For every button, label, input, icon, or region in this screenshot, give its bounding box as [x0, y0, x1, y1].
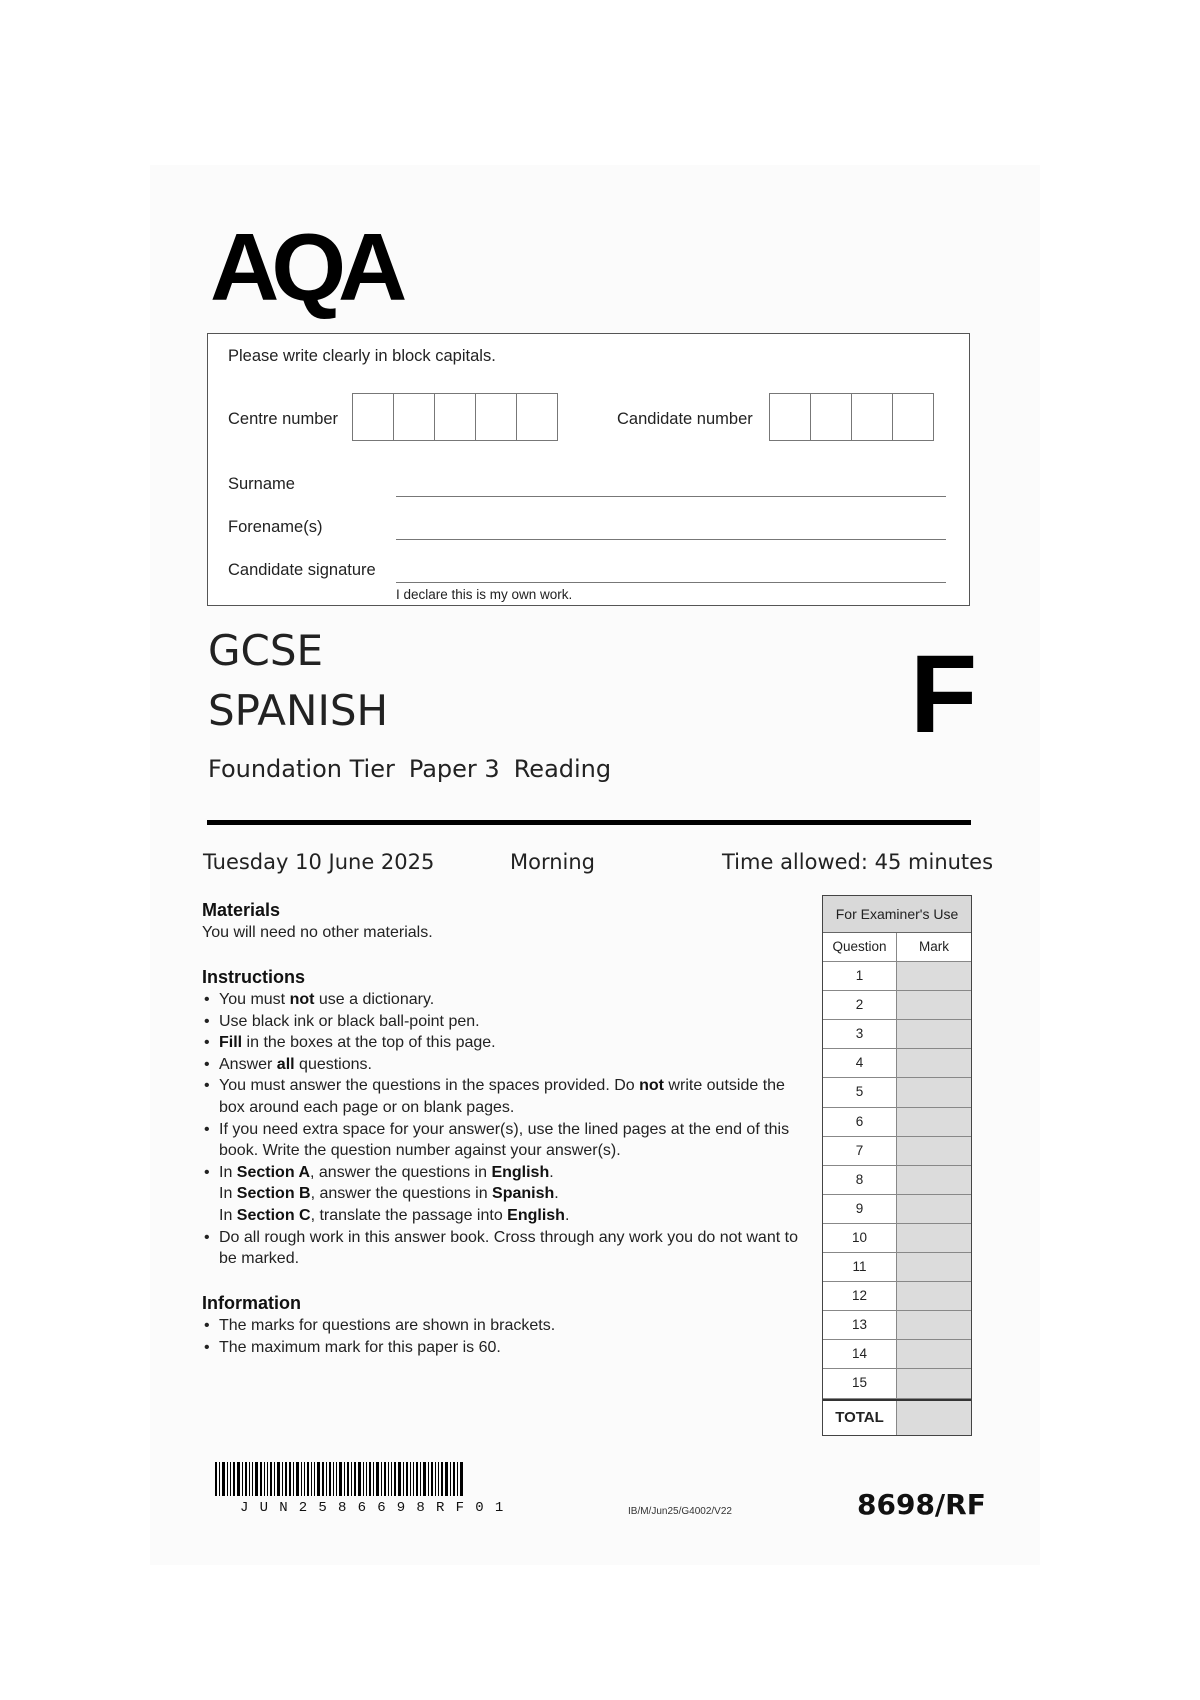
barcode-bar [230, 1462, 231, 1496]
mark-cell [897, 1049, 971, 1077]
table-row: 2 [823, 991, 971, 1020]
forenames-label: Forename(s) [228, 518, 323, 536]
barcode-bar [233, 1462, 235, 1496]
barcode-bar [237, 1462, 240, 1496]
barcode-bar [457, 1462, 458, 1496]
document-reference: IB/M/Jun25/G4002/V22 [628, 1506, 732, 1517]
barcode-bar [410, 1462, 411, 1496]
mark-cell [897, 1369, 971, 1397]
barcode-bar [339, 1462, 342, 1496]
table-row: 13 [823, 1311, 971, 1340]
total-row [823, 1399, 971, 1435]
barcode-bar [358, 1462, 361, 1496]
barcode-bar [376, 1462, 379, 1496]
examiner-use-table [822, 895, 972, 1436]
mark-cell [897, 962, 971, 990]
barcode-bar [394, 1462, 396, 1496]
paper-subtitle [208, 755, 625, 783]
exam-session: Morning [510, 850, 596, 874]
signature-label: Candidate signature [228, 561, 376, 579]
table-row: 11 [823, 1253, 971, 1282]
barcode-bar [329, 1462, 331, 1496]
mark-cell [897, 1078, 971, 1106]
barcode-bar [336, 1462, 337, 1496]
barcode-bar [267, 1462, 268, 1496]
barcode-bar [391, 1462, 392, 1496]
list-item: • Do all rough work in this answer book. Cross through any work you do not want to be marked. [202, 1227, 802, 1270]
barcode-bar [445, 1462, 448, 1496]
information-list [202, 1315, 802, 1358]
list-item: • The marks for questions are shown in brackets. [202, 1315, 802, 1337]
barcode-bar [326, 1462, 327, 1496]
barcode-bar [381, 1462, 382, 1496]
barcode-bar [435, 1462, 436, 1496]
tier-letter: F [910, 633, 978, 756]
barcode-bar [293, 1462, 294, 1496]
mark-cell [897, 1195, 971, 1223]
barcode-bar [304, 1462, 305, 1496]
paper-code: 8698/RF [857, 1488, 986, 1521]
mark-cell [897, 1311, 971, 1339]
barcode-bar [366, 1462, 367, 1496]
time-allowed: Time allowed: 45 minutes [722, 850, 994, 874]
mark-cell [897, 991, 971, 1019]
barcode-bar [252, 1462, 253, 1496]
barcode-bar [255, 1462, 258, 1496]
barcode-bar [438, 1462, 439, 1496]
information-heading: Information [202, 1293, 301, 1313]
barcode-bar [245, 1462, 247, 1496]
barcode-bar [398, 1462, 401, 1496]
candidate-number-digit[interactable] [810, 393, 852, 441]
barcode-bar [242, 1462, 243, 1496]
barcode-bar [215, 1462, 217, 1496]
list-item: • In Section A, answer the questions in English. In Section B, answer the questions in Spanish. In Section C, translate the passage into English. [202, 1162, 802, 1227]
signature-field[interactable] [396, 582, 946, 583]
total-mark-cell [897, 1401, 971, 1435]
centre-number-digit[interactable] [475, 393, 517, 441]
mark-cell [897, 1137, 971, 1165]
barcode-bar [274, 1462, 275, 1496]
component-text: Reading [513, 755, 612, 783]
subject-title: SPANISH [208, 686, 389, 735]
table-row: 12 [823, 1282, 971, 1311]
mark-column-header: Mark [897, 933, 971, 961]
materials-text: You will need no other materials. [202, 924, 433, 941]
barcode-bar [416, 1462, 418, 1496]
barcode-bar [420, 1462, 421, 1496]
mark-cell [897, 1253, 971, 1281]
list-item: • The maximum mark for this paper is 60. [202, 1337, 802, 1359]
title-divider [207, 820, 971, 825]
list-item: • Answer all questions. [202, 1054, 802, 1076]
barcode-bar [296, 1462, 299, 1496]
barcode-bar [344, 1462, 345, 1496]
tier-text: Foundation Tier [208, 755, 395, 783]
table-row: 14 [823, 1340, 971, 1369]
forenames-field[interactable] [396, 539, 946, 540]
mark-cell [897, 1340, 971, 1368]
materials-heading: Materials [202, 900, 281, 920]
centre-number-digit[interactable] [352, 393, 394, 441]
centre-number-label: Centre number [228, 410, 339, 428]
barcode-bar [282, 1462, 283, 1496]
barcode-bar [314, 1462, 315, 1496]
centre-number-digit[interactable] [434, 393, 476, 441]
barcode-bar [384, 1462, 386, 1496]
declaration-text: I declare this is my own work. [396, 587, 573, 602]
list-item: • Use black ink or black ball-point pen. [202, 1011, 802, 1033]
barcode-bar [264, 1462, 265, 1496]
barcode-bar [450, 1462, 451, 1496]
barcode-bar [423, 1462, 426, 1496]
table-row: 10 [823, 1224, 971, 1253]
barcode-bar [347, 1462, 349, 1496]
table-row: 4 [823, 1049, 971, 1078]
table-row: 5 [823, 1078, 971, 1107]
candidate-number-label: Candidate number [617, 410, 753, 428]
barcode-bar [354, 1462, 356, 1496]
barcode-bar [222, 1462, 225, 1496]
aqa-logo: AQA [210, 214, 400, 321]
barcode-bar [270, 1462, 272, 1496]
list-item: • Fill in the boxes at the top of this page. [202, 1032, 802, 1054]
barcode-text: JUN2586698RF01 [240, 1500, 515, 1516]
barcode-bar [249, 1462, 250, 1496]
table-row: 7 [823, 1137, 971, 1166]
table-row: 1 [823, 962, 971, 991]
barcode-bar [333, 1462, 334, 1496]
barcode-bar [428, 1462, 429, 1496]
mark-cell [897, 1282, 971, 1310]
barcode-bar [277, 1462, 280, 1496]
barcode-bar [373, 1462, 374, 1496]
instructions-list [202, 989, 802, 1270]
table-row: 3 [823, 1020, 971, 1049]
examiner-table-title: For Examiner's Use [823, 896, 971, 933]
barcode-bar [260, 1462, 262, 1496]
barcode-bar [403, 1462, 404, 1496]
exam-date: Tuesday 10 June 2025 [203, 850, 435, 874]
centre-number-boxes[interactable] [353, 393, 558, 441]
barcode-bar [453, 1462, 455, 1496]
candidate-number-digit[interactable] [851, 393, 893, 441]
table-row: 8 [823, 1166, 971, 1195]
list-item: • You must answer the questions in the spaces provided. Do not write outside the box around each page or on blank pages. [202, 1075, 802, 1118]
barcode-bar [363, 1462, 364, 1496]
barcode-bar [441, 1462, 443, 1496]
mark-cell [897, 1108, 971, 1136]
barcode-bar [460, 1462, 463, 1496]
barcode-bar [227, 1462, 228, 1496]
question-column-header: Question [823, 933, 897, 961]
barcode-bar [317, 1462, 320, 1496]
barcode-bar [413, 1462, 414, 1496]
examiner-table-header [823, 933, 971, 962]
barcode-bar [388, 1462, 389, 1496]
candidate-number-digit[interactable] [892, 393, 934, 441]
mark-cell [897, 1166, 971, 1194]
total-label: TOTAL [823, 1401, 897, 1435]
table-row: 6 [823, 1108, 971, 1137]
mark-cell [897, 1224, 971, 1252]
list-item: • You must not use a dictionary. [202, 989, 802, 1011]
barcode-bar [322, 1462, 324, 1496]
candidate-details-box [207, 333, 970, 606]
barcode-bar [406, 1462, 408, 1496]
paper-text: Paper 3 [408, 755, 500, 783]
barcode-bar [285, 1462, 287, 1496]
barcode-bar [307, 1462, 309, 1496]
barcode-bar [219, 1462, 220, 1496]
instructions-heading: Instructions [202, 967, 306, 987]
list-item: • If you need extra space for your answer(s), use the lined pages at the end of this book. Write the question number against your answer(s). [202, 1119, 802, 1162]
centre-number-digit[interactable] [516, 393, 558, 441]
candidate-number-boxes[interactable] [770, 393, 934, 441]
surname-label: Surname [228, 475, 295, 493]
barcode-bar [369, 1462, 371, 1496]
barcode-bar [289, 1462, 291, 1496]
centre-number-digit[interactable] [393, 393, 435, 441]
barcode-bar [301, 1462, 302, 1496]
table-row: 15 [823, 1369, 971, 1398]
candidate-number-digit[interactable] [769, 393, 811, 441]
surname-field[interactable] [396, 496, 946, 497]
table-row: 9 [823, 1195, 971, 1224]
barcode-bar [431, 1462, 433, 1496]
qualification-title: GCSE [208, 626, 324, 675]
barcode-bar [311, 1462, 312, 1496]
barcode-bar [351, 1462, 352, 1496]
barcode [215, 1462, 521, 1496]
mark-cell [897, 1020, 971, 1048]
block-capitals-instruction: Please write clearly in block capitals. [228, 347, 496, 365]
